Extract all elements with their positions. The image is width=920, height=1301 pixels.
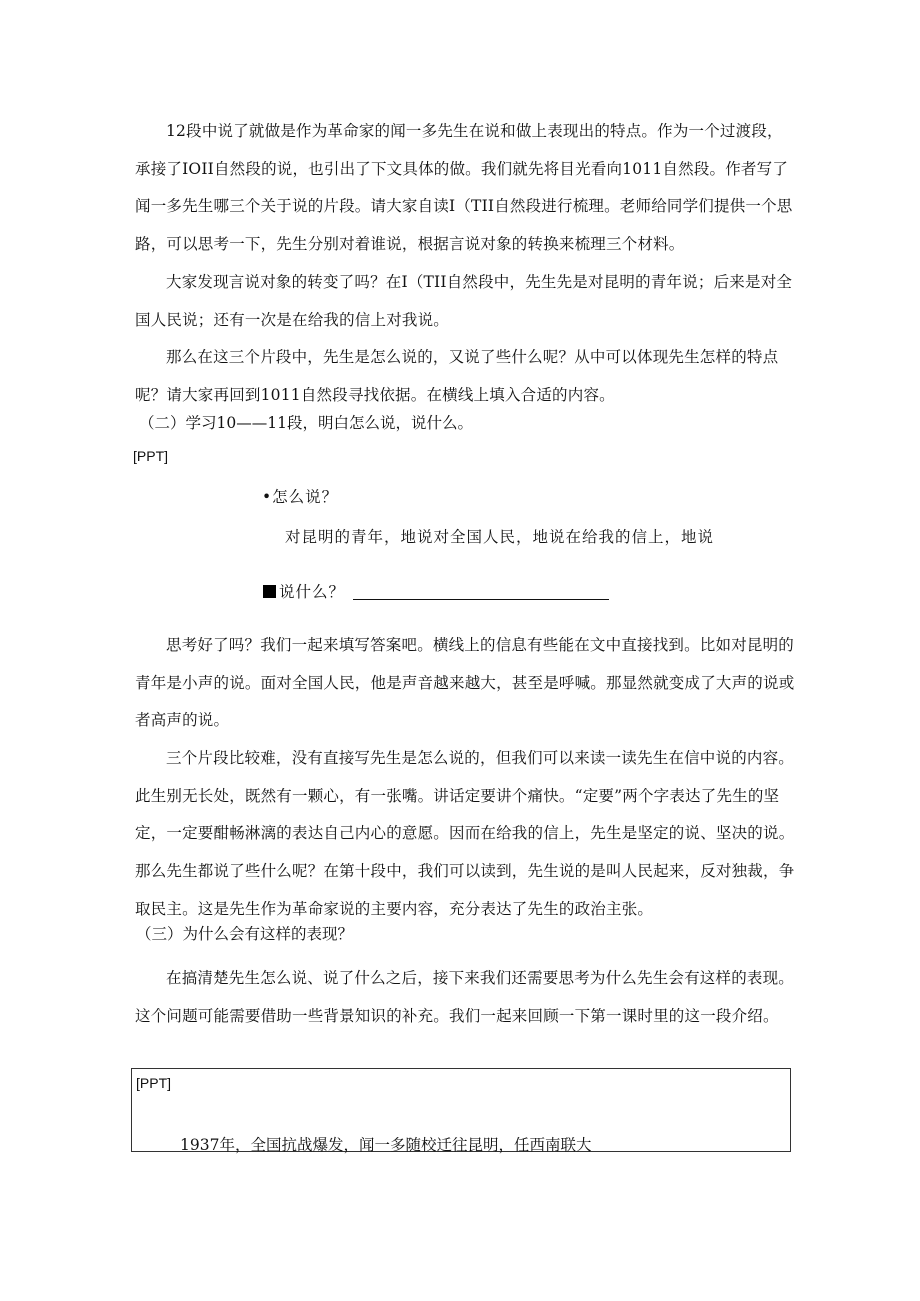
- section-heading-3: （三）为什么会有这样的表现？: [136, 925, 354, 943]
- paragraph-1: 12段中说了就做是作为革命家的闻一多先生在说和做上表现出的特点。作为一个过渡段，承接了IOII自然段的说，也引出了下文具体的做。我们就先将目光看向1011自然段。作者写了闻一多先生哪三个关于说的片段。请大家自读I（TII自然段进行梳理。老师给同学们提供一个思路，可以思考一下，先生分别对着谁说，根据言说对象的转换来梳理三个材料。: [135, 122, 793, 254]
- slide-how-line: 对昆明的青年，地说对全国人民，地说在给我的信上，地说: [285, 528, 715, 546]
- box-text: 1937年，全国抗战爆发，闻一多随校迁往昆明，任西南联大: [180, 1136, 592, 1154]
- slide-what-label: 说什么？: [279, 583, 346, 601]
- answer-blank-line: [353, 583, 609, 600]
- section-heading-2: （二）学习10——11段，明白怎么说，说什么。: [139, 414, 473, 432]
- paragraph-5: 三个片段比较难，没有直接写先生是怎么说的，但我们可以来读一读先生在信中说的内容。此生别无长处，既然有一颗心，有一张嘴。讲话定要讲个痛快。“定要”两个字表达了先生的坚定，一定要酣畅淋漓的表达自己内心的意愿。因而在给我的信上，先生是坚定的说、坚决的说。那么先生都说了些什么呢？在第十段中，我们可以读到，先生说的是叫人民起来，反对独裁，争取民主。这是先生作为革命家说的主要内容，充分表达了先生的政治主张。: [135, 749, 795, 918]
- ppt-label: [PPT]: [133, 448, 169, 464]
- slide-how-label: •怎么说？: [262, 488, 339, 506]
- box-ppt-label: [PPT]: [136, 1075, 172, 1091]
- paragraph-2: 大家发现言说对象的转变了吗？在I（TII自然段中，先生先是对昆明的青年说；后来是对全国人民说；还有一次是在给我的信上对我说。: [135, 273, 793, 329]
- paragraph-3: 那么在这三个片段中，先生是怎么说的，又说了些什么呢？从中可以体现先生怎样的特点呢？请大家再回到1011自然段寻找依据。在横线上填入合适的内容。: [135, 348, 779, 404]
- paragraph-4: 思考好了吗？我们一起来填写答案吧。横线上的信息有些能在文中直接找到。比如对昆明的青年是小声的说。面对全国人民，他是声音越来越大，甚至是呼喊。那显然就变成了大声的说或者高声的说。: [135, 636, 795, 730]
- paragraph-6: 在搞清楚先生怎么说、说了什么之后，接下来我们还需要思考为什么先生会有这样的表现。这个问题可能需要借助一些背景知识的补充。我们一起来回顾一下第一课时里的这一段介绍。: [135, 969, 795, 1025]
- square-bullet-icon: [263, 585, 276, 598]
- ppt-quote-box: [131, 1068, 791, 1152]
- slide-what-row: [263, 580, 609, 602]
